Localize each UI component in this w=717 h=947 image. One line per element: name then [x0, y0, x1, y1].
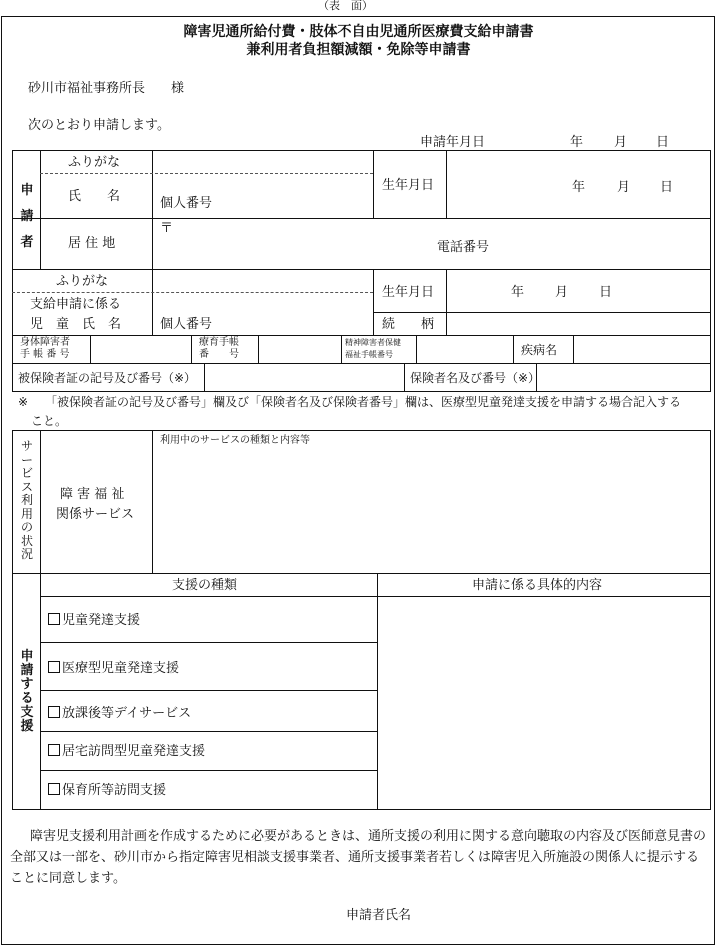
child-birth-month: 月 — [555, 285, 569, 300]
ryoiku-certificate-label-line2: 番 号 — [199, 349, 239, 360]
support-details-field[interactable] — [378, 597, 709, 809]
checkbox[interactable] — [48, 744, 60, 756]
physical-certificate-field[interactable] — [91, 336, 190, 363]
frame-left — [1, 16, 2, 945]
support-section-label: 申 請 す る 支 援 — [20, 649, 34, 734]
frame-top — [1, 16, 715, 17]
child-name-field[interactable] — [153, 293, 372, 313]
checkbox[interactable] — [48, 613, 60, 625]
support-option-child-development[interactable]: 児童発達支援 — [48, 613, 140, 627]
applicant-birth-year: 年 — [572, 180, 586, 195]
applicant-section-label: 申 請 者 — [20, 183, 34, 250]
rule — [404, 363, 405, 392]
relationship-label: 続 柄 — [382, 317, 435, 332]
service-category-line2: 関係サービス — [56, 507, 135, 522]
support-option-medical-child-development[interactable]: 医療型児童発達支援 — [48, 661, 179, 675]
signature-label: 申請者氏名 — [346, 908, 412, 923]
rule — [12, 573, 711, 574]
addressee: 砂川市福祉事務所長 様 — [28, 81, 185, 96]
child-birthdate-label: 生年月日 — [382, 285, 435, 300]
rule — [40, 642, 377, 643]
side-label: （表 面） — [318, 0, 373, 12]
rule — [710, 150, 711, 392]
service-content-label: 利用中のサービスの種類と内容等 — [160, 435, 310, 446]
rule — [12, 150, 13, 392]
ryoiku-certificate-field[interactable] — [259, 336, 340, 363]
rule — [40, 731, 377, 732]
rule — [40, 150, 41, 269]
intro-text: 次のとおり申請します。 — [28, 118, 170, 133]
application-month: 月 — [614, 135, 628, 150]
relationship-field[interactable] — [447, 313, 709, 335]
insured-number-field[interactable] — [205, 364, 403, 391]
mental-certificate-field[interactable] — [417, 336, 512, 363]
insurer-field[interactable] — [537, 364, 709, 391]
service-usage-section-label: サ ー ビ ス 利 用 の 状 況 — [20, 439, 33, 561]
rule — [513, 335, 514, 364]
rule — [12, 430, 13, 810]
insured-number-label: 被保険者証の記号及び番号（※） — [18, 371, 197, 385]
insurer-label: 保険者名及び番号（※） — [410, 371, 541, 385]
physical-certificate-label-line1: 身体障害者 — [20, 337, 70, 348]
form-title-line1: 障害児通所給付費・肢体不自由児通所医療費支給申請書 — [183, 24, 534, 40]
checkbox[interactable] — [48, 783, 60, 795]
rule — [710, 430, 711, 810]
rule — [373, 150, 374, 219]
support-option-after-school-day-service[interactable]: 放課後等デイサービス — [48, 706, 191, 720]
service-content-field[interactable] — [153, 450, 709, 572]
application-day: 日 — [656, 135, 670, 150]
applicant-personal-number-field[interactable] — [220, 195, 372, 217]
rule — [12, 391, 711, 392]
applicant-birthdate-label: 生年月日 — [382, 178, 435, 193]
disease-field[interactable] — [574, 336, 709, 363]
support-type-header: 支援の種類 — [172, 578, 238, 593]
child-birth-day: 日 — [599, 285, 613, 300]
frame-bottom — [1, 944, 715, 945]
application-date-label: 申請年月日 — [420, 135, 486, 150]
checkbox[interactable] — [48, 661, 60, 673]
child-name-label-line2: 児 童 氏 名 — [30, 317, 122, 332]
child-personal-number-label: 個人番号 — [160, 317, 213, 332]
applicant-address-label: 居 住 地 — [68, 236, 116, 251]
support-details-header: 申請に係る具体的内容 — [472, 578, 603, 593]
rule — [12, 809, 711, 810]
rule — [12, 430, 711, 431]
support-option-home-visit-child-development[interactable]: 居宅訪問型児童発達支援 — [48, 744, 205, 758]
rule — [40, 690, 377, 691]
signature-field[interactable] — [430, 900, 700, 930]
support-option-nursery-visit-support[interactable]: 保育所等訪問支援 — [48, 783, 166, 797]
insurance-note-line2: こと。 — [31, 414, 68, 428]
applicant-birth-month: 月 — [617, 180, 631, 195]
applicant-address-field[interactable] — [175, 219, 709, 239]
note-mark: ※ — [18, 395, 29, 409]
child-furigana-label: ふりがな — [56, 274, 109, 289]
rule — [341, 335, 342, 364]
rule — [40, 430, 41, 810]
applicant-birth-day: 日 — [660, 180, 674, 195]
applicant-name-label: 氏 名 — [68, 189, 121, 204]
applicant-furigana-field[interactable] — [153, 151, 372, 173]
physical-certificate-label-line2: 手 帳 番 号 — [20, 349, 70, 360]
rule — [373, 269, 374, 336]
child-name-label-line1: 支給申請に係る — [30, 297, 122, 312]
postal-mark: 〒 — [160, 221, 174, 236]
application-year: 年 — [570, 135, 584, 150]
ryoiku-certificate-label-line1: 療育手帳 — [199, 337, 239, 348]
applicant-phone-field[interactable] — [510, 240, 709, 268]
frame-right — [714, 16, 715, 945]
applicant-name-field[interactable] — [153, 174, 372, 194]
mental-certificate-label-line2: 福祉手帳番号 — [345, 350, 393, 359]
phone-label: 電話番号 — [437, 240, 490, 255]
insurance-note-line1: 「被保険者証の記号及び番号」欄及び「保険者名及び保険者番号」欄は、医療型児童発達支援を申請する場合記入する — [45, 395, 682, 409]
mental-certificate-label-line1: 精神障害者保健 — [345, 338, 401, 347]
service-category-line1: 障 害 福 祉 — [60, 487, 125, 502]
rule — [191, 335, 192, 364]
form-title-line2: 兼利用者負担額減額・免除等申請書 — [246, 42, 471, 58]
child-furigana-field[interactable] — [153, 270, 372, 292]
applicant-furigana-label: ふりがな — [68, 155, 121, 170]
consent-paragraph: 障害児支援利用計画を作成するために必要があるときは、通所支援の利用に関する意向聴取の内容及び医師意見書の全部又は一部を、砂川市から指定障害児相談支援事業者、通所支援事業者若しくは障害児入所施設の関係人に提示することに同意します。 — [10, 829, 707, 886]
child-birth-year: 年 — [511, 285, 525, 300]
child-birthdate-field[interactable] — [447, 270, 709, 312]
disease-label: 疾病名 — [521, 343, 558, 357]
rule — [40, 770, 377, 771]
checkbox[interactable] — [48, 706, 60, 718]
child-personal-number-field[interactable] — [220, 314, 372, 335]
applicant-birthdate-field[interactable] — [447, 151, 709, 218]
applicant-personal-number-label: 個人番号 — [160, 196, 213, 211]
